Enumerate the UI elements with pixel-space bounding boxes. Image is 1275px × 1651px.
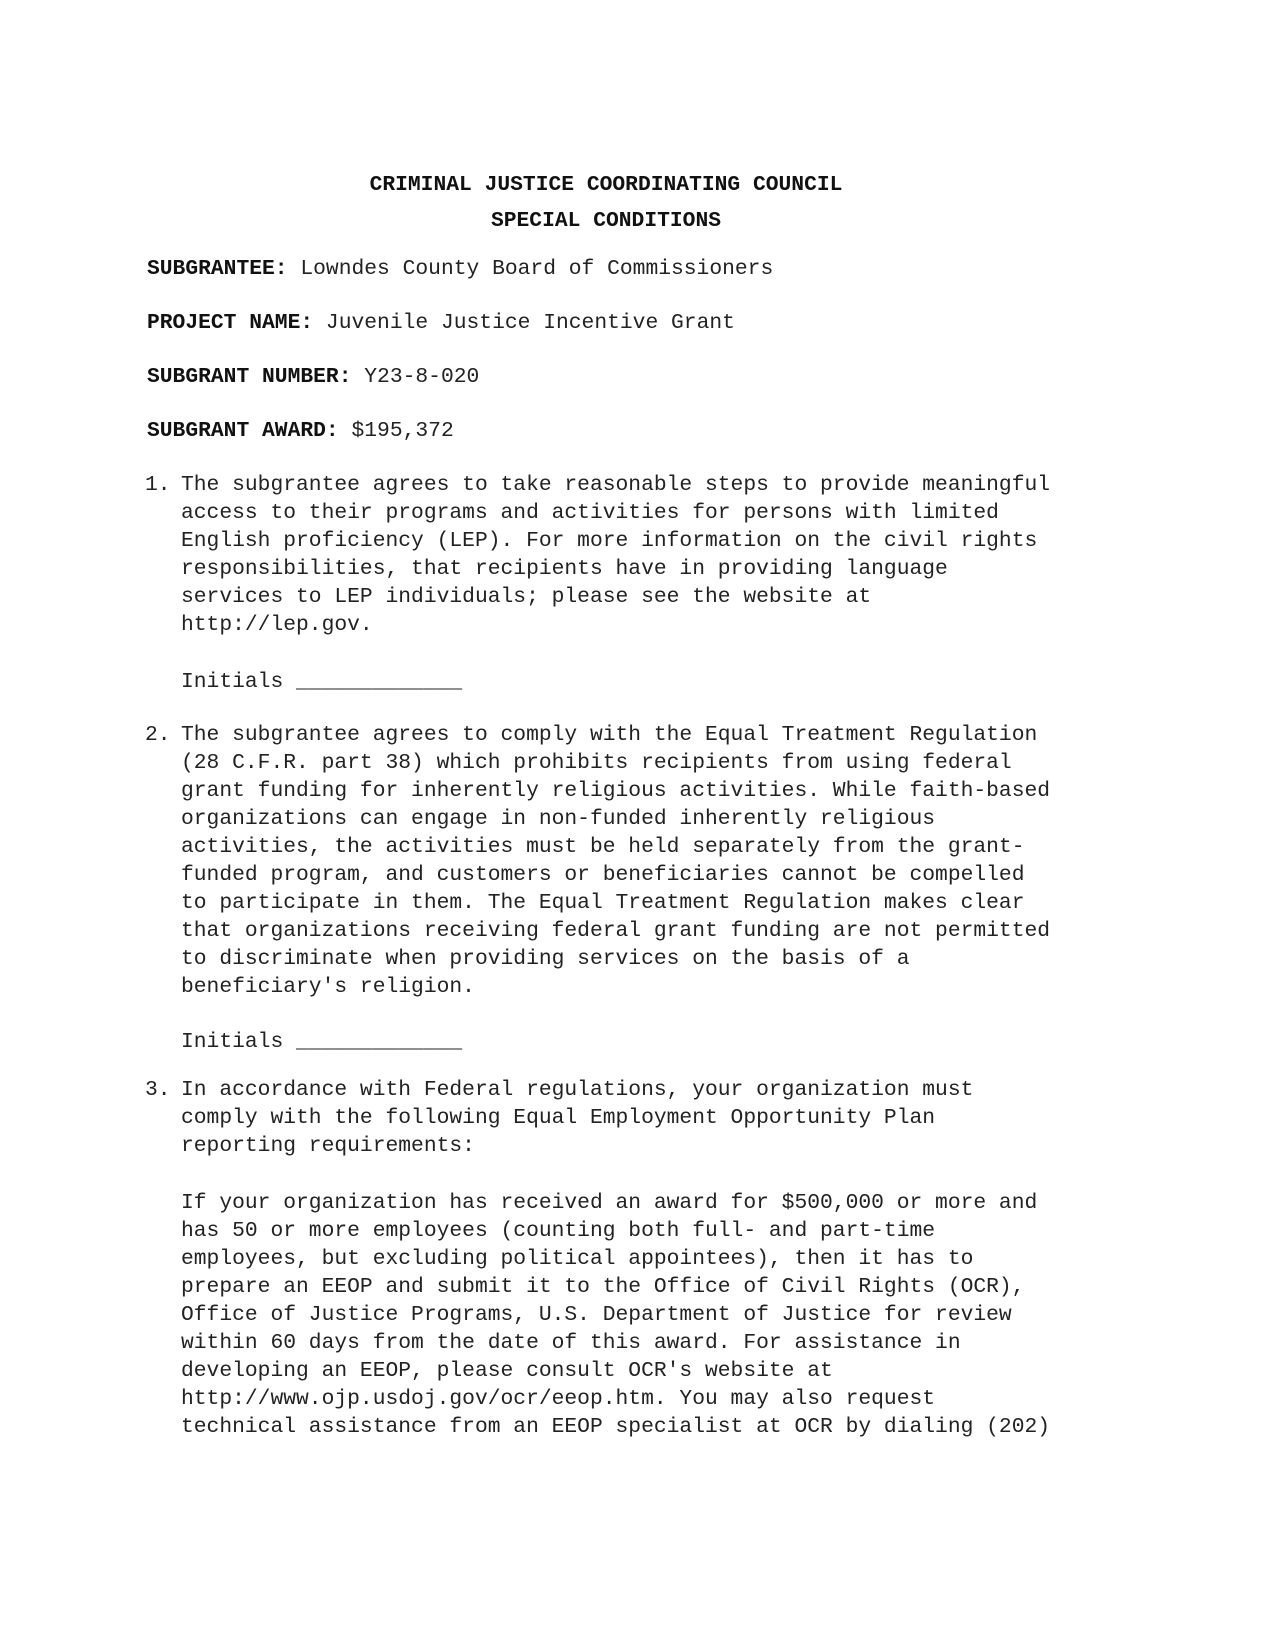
condition-2 [145, 721, 1050, 1001]
text-line: The subgrantee agrees to comply with the Equal Treatment Regulation [181, 723, 1038, 747]
text-line: responsibilities, that recipients have in providing language [181, 557, 948, 581]
condition-3 [145, 1076, 973, 1160]
text-line: (28 C.F.R. part 38) which prohibits recipients from using federal [181, 751, 1012, 775]
initials-line-2[interactable]: Initials _____________ [181, 1030, 463, 1054]
text-line: http://lep.gov. [181, 613, 373, 637]
condition-text [181, 471, 1050, 639]
field-value: Y23-8-020 [351, 365, 480, 389]
field-label: SUBGRANT AWARD: [147, 419, 339, 443]
condition-number: 2. [145, 723, 171, 747]
text-line: funded program, and customers or beneficiaries cannot be compelled [181, 863, 1025, 887]
text-line: technical assistance from an EEOP specialist at OCR by dialing (202) [181, 1415, 1051, 1439]
text-line: has 50 or more employees (counting both full- and part-time [181, 1219, 936, 1243]
condition-text [181, 721, 1050, 1001]
text-line: prepare an EEOP and submit it to the Office of Civil Rights (OCR), [181, 1275, 1025, 1299]
text-line: to participate in them. The Equal Treatment Regulation makes clear [181, 891, 1025, 915]
text-line: to discriminate when providing services on the basis of a [181, 947, 910, 971]
text-line: developing an EEOP, please consult OCR's website at [181, 1359, 833, 1383]
text-line: English proficiency (LEP). For more information on the civil rights [181, 529, 1038, 553]
text-line: within 60 days from the date of this award. For assistance in [181, 1331, 961, 1355]
document-subtitle: SPECIAL CONDITIONS [490, 209, 722, 233]
text-line: services to LEP individuals; please see the website at [181, 585, 872, 609]
field-value: Juvenile Justice Incentive Grant [313, 311, 735, 335]
text-line: that organizations receiving federal grant funding are not permitted [181, 919, 1051, 943]
text-line: In accordance with Federal regulations, your organization must [181, 1078, 974, 1102]
field-subgrant-number [147, 363, 479, 391]
text-line: access to their programs and activities for persons with limited [181, 501, 999, 525]
text-line: Office of Justice Programs, U.S. Department of Justice for review [181, 1303, 1012, 1327]
text-line: grant funding for inherently religious activities. While faith-based [181, 779, 1051, 803]
text-line: activities, the activities must be held separately from the grant- [181, 835, 1025, 859]
field-subgrantee [147, 255, 773, 283]
condition-number: 3. [145, 1078, 171, 1102]
text-line: beneficiary's religion. [181, 975, 475, 999]
field-project-name [147, 309, 735, 337]
text-line: If your organization has received an award for $500,000 or more and [181, 1191, 1038, 1215]
text-line: reporting requirements: [181, 1134, 475, 1158]
field-label: PROJECT NAME: [147, 311, 314, 335]
document-title: CRIMINAL JUSTICE COORDINATING COUNCIL [369, 173, 843, 197]
field-label: SUBGRANTEE: [147, 257, 288, 281]
field-value: Lowndes County Board of Commissioners [287, 257, 774, 281]
condition-number: 1. [145, 473, 171, 497]
text-line: The subgrantee agrees to take reasonable steps to provide meaningful [181, 473, 1051, 497]
initials-line-1[interactable]: Initials _____________ [181, 670, 463, 694]
condition-3-paragraph [181, 1189, 1050, 1441]
field-value: $195,372 [338, 419, 454, 443]
text-line: employees, but excluding political appointees), then it has to [181, 1247, 974, 1271]
text-line: comply with the following Equal Employment Opportunity Plan [181, 1106, 936, 1130]
field-label: SUBGRANT NUMBER: [147, 365, 352, 389]
text-line: organizations can engage in non-funded inherently religious [181, 807, 936, 831]
condition-1 [145, 471, 1050, 639]
condition-text [181, 1076, 973, 1160]
text-line: http://www.ojp.usdoj.gov/ocr/eeop.htm. You may also request [181, 1387, 936, 1411]
paragraph-text [181, 1189, 1050, 1441]
field-subgrant-award [147, 417, 454, 445]
